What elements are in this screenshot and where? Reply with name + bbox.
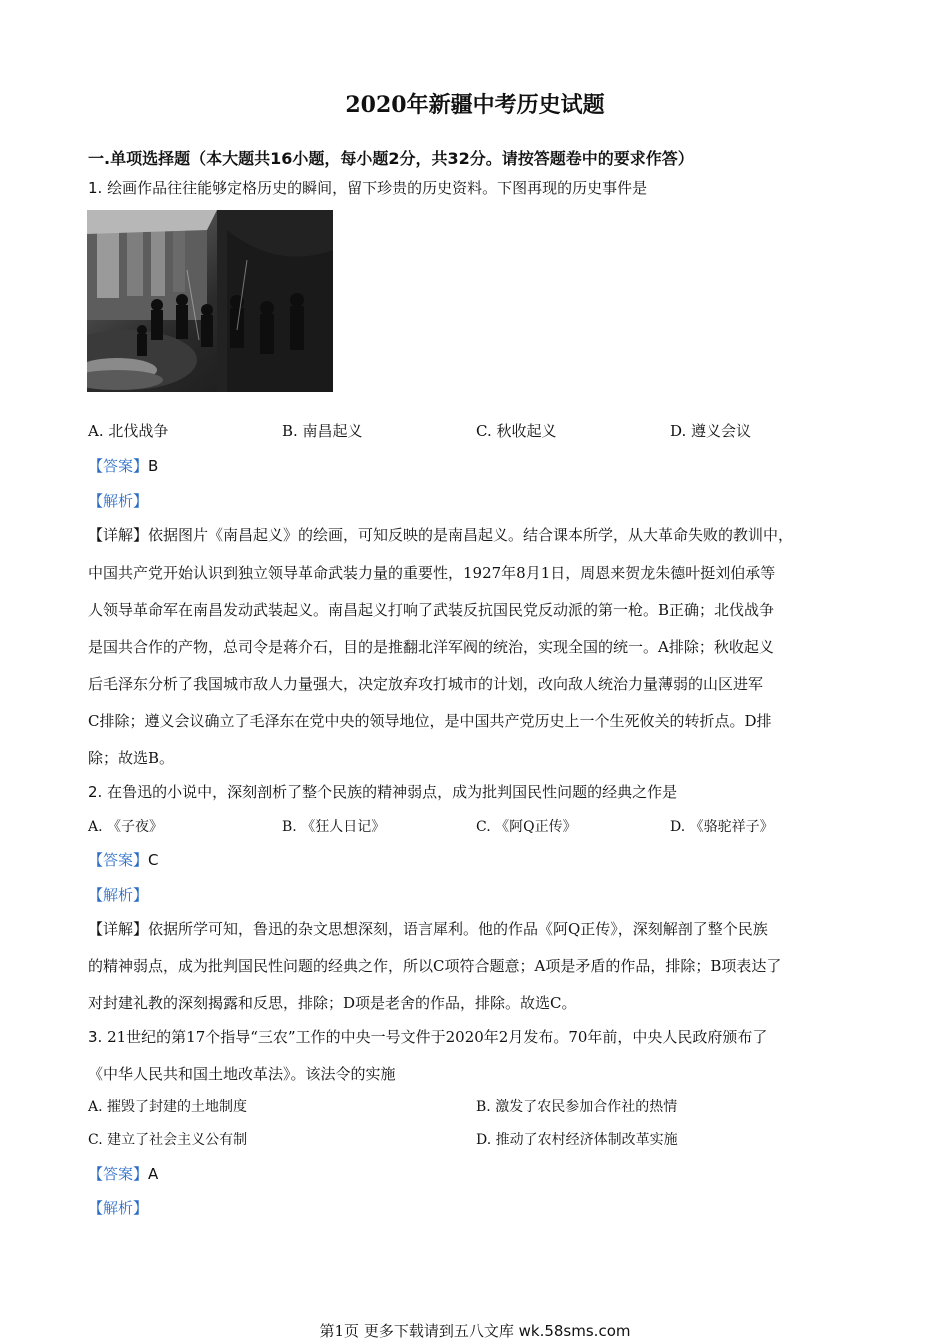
section-heading: 一.单项选择题（本大题共16小题，每小题2分，共32分。请按答题卷中的要求作答） — [88, 149, 694, 168]
q1-answer-value: B — [148, 457, 159, 475]
answer-tag: 【答案】 — [88, 1165, 149, 1183]
q1-detail-line-2: 中国共产党开始认识到独立领导革命武装力量的重要性，1927年8月1日，周恩来贺龙朱德叶挺刘伯承等 — [88, 564, 776, 582]
q2-option-c: C. 《阿Q正传》 — [476, 819, 577, 835]
page-footer — [0, 1320, 950, 1341]
question-2-text: 在鲁迅的小说中，深刻剖析了整个民族的精神弱点，成为批判国民性问题的经典之作是 — [107, 783, 678, 801]
q1-analysis-tag — [88, 491, 148, 511]
analysis-tag: 【解析】 — [88, 492, 149, 510]
question-1-text: 绘画作品往往能够定格历史的瞬间，留下珍贵的历史资料。下图再现的历史事件是 — [107, 179, 648, 197]
analysis-tag: 【解析】 — [88, 886, 149, 904]
q1-answer — [88, 456, 158, 476]
q2-detail-line-3: 对封建礼教的深刻揭露和反思，排除；D项是老舍的作品，排除。故选C。 — [88, 994, 577, 1012]
question-1-stem — [88, 178, 647, 198]
footer-text: 第1页 更多下载请到五八文库 — [319, 1322, 514, 1340]
question-3-text-1: 21世纪的第17个指导“三农”工作的中央一号文件于2020年2月发布。70年前，中央人民政府颁布了 — [107, 1028, 768, 1046]
q1-detail-line-3: 人领导革命军在南昌发动武装起义。南昌起义打响了武装反抗国民党反动派的第一枪。B正确；北伐战争 — [88, 601, 775, 619]
question-3-stem-line-2: 《中华人民共和国土地改革法》。该法令的实施 — [88, 1065, 396, 1083]
q1-detail-line-5: 后毛泽东分析了我国城市敌人力量强大，决定放弃攻打城市的计划，改向敌人统治力量薄弱的山区进军 — [88, 675, 764, 693]
q2-option-b: B. 《狂人日记》 — [282, 819, 386, 835]
answer-tag: 【答案】 — [88, 851, 149, 869]
q3-answer — [88, 1164, 158, 1184]
q1-detail-line-6: C排除；遵义会议确立了毛泽东在党中央的领导地位，是中国共产党历史上一个生死攸关的转折点。D排 — [88, 712, 772, 730]
painting-illustration — [87, 210, 333, 392]
q2-option-d: D. 《骆驼祥子》 — [670, 819, 774, 835]
nanchang-uprising-painting-image — [87, 210, 333, 392]
q2-analysis-tag — [88, 885, 148, 905]
q2-answer — [88, 850, 159, 870]
question-1-number: 1. — [88, 179, 103, 197]
question-2-stem — [88, 782, 677, 802]
q3-analysis-tag — [88, 1198, 148, 1218]
q1-detail-line-4: 是国共合作的产物，总司令是蒋介石，目的是推翻北洋军阀的统治，实现全国的统一。A排除；秋收起义 — [88, 638, 774, 656]
footer-link[interactable]: wk.58sms.com — [518, 1322, 631, 1340]
q3-option-d: D. 推动了农村经济体制改革实施 — [476, 1132, 678, 1148]
q1-option-d: D. 遵义会议 — [670, 422, 752, 440]
q2-answer-value: C — [148, 851, 159, 869]
q1-detail-line-1: 【详解】依据图片《南昌起义》的绘画，可知反映的是南昌起义。结合课本所学，从大革命失败的教训中， — [88, 526, 794, 544]
question-2-number: 2. — [88, 783, 103, 801]
question-3-number: 3. — [88, 1028, 103, 1046]
analysis-tag: 【解析】 — [88, 1199, 149, 1217]
answer-tag: 【答案】 — [88, 457, 149, 475]
q1-option-c: C. 秋收起义 — [476, 422, 557, 440]
q1-option-b: B. 南昌起义 — [282, 422, 363, 440]
q2-detail-line-2: 的精神弱点，成为批判国民性问题的经典之作，所以C项符合题意；A项是矛盾的作品，排除；B项表达了 — [88, 957, 782, 975]
question-3-stem-line-1 — [88, 1027, 767, 1047]
q1-option-a: A. 北伐战争 — [88, 422, 169, 440]
q1-detail-line-7: 除；故选B。 — [88, 749, 175, 767]
q3-option-b: B. 激发了农民参加合作社的热情 — [476, 1099, 678, 1115]
page-title: 2020年新疆中考历史试题 — [345, 92, 605, 118]
q2-detail-line-1: 【详解】依据所学可知，鲁迅的杂文思想深刻，语言犀利。他的作品《阿Q正传》，深刻解剖了整个民族 — [88, 920, 768, 938]
q3-option-a: A. 摧毁了封建的土地制度 — [88, 1099, 248, 1115]
q3-answer-value: A — [148, 1165, 159, 1183]
q3-option-c: C. 建立了社会主义公有制 — [88, 1132, 248, 1148]
q2-option-a: A. 《子夜》 — [88, 819, 164, 835]
